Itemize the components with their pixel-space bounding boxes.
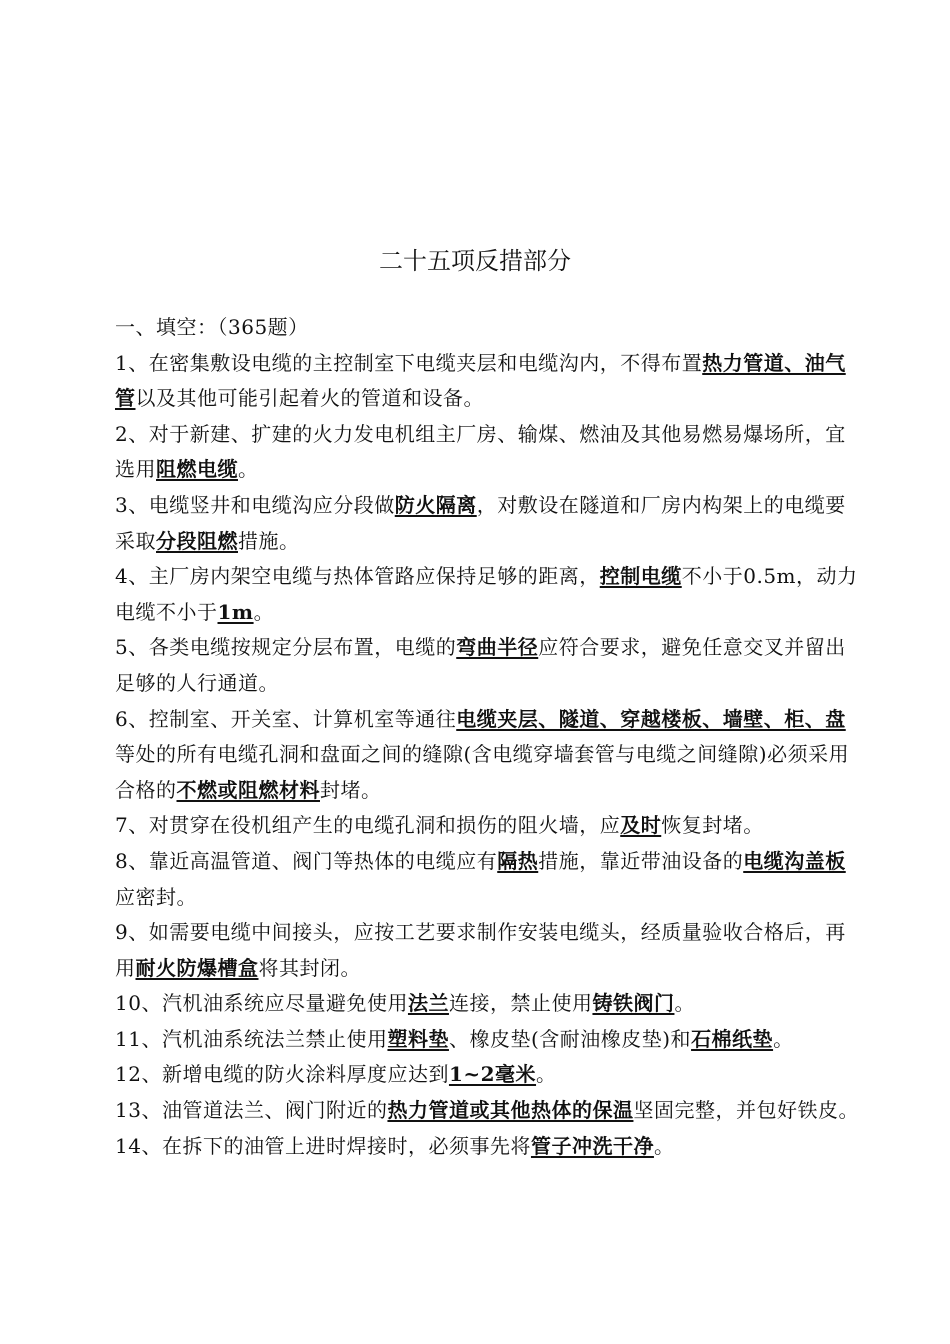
question-text: 应符合要求，避免任意交叉并留出足够的人行通道。 bbox=[115, 635, 846, 695]
question-text: 恢复封堵。 bbox=[661, 813, 764, 838]
question-text: 措施，靠近带油设备的 bbox=[538, 848, 744, 873]
answer-text: 石棉纸垫 bbox=[691, 1026, 774, 1051]
question-text: 11、汽机油系统法兰禁止使用 bbox=[115, 1026, 388, 1051]
answer-text: 热力管道、油气管 bbox=[115, 350, 846, 411]
question-item bbox=[115, 844, 860, 915]
answer-text: 防火隔离 bbox=[394, 492, 477, 517]
question-item bbox=[115, 488, 860, 559]
question-item bbox=[115, 1093, 860, 1129]
question-item bbox=[115, 915, 860, 986]
question-text: 。 bbox=[674, 991, 695, 1016]
answer-text: 电缆沟盖板 bbox=[743, 848, 846, 873]
question-text: 将其封闭。 bbox=[258, 955, 361, 980]
question-item bbox=[115, 346, 860, 417]
question-text: 应密封。 bbox=[115, 884, 197, 909]
question-text: 10、汽机油系统应尽量避免使用 bbox=[115, 991, 408, 1016]
question-text: 12、新增电缆的防火涂料厚度应达到 bbox=[115, 1062, 449, 1087]
answer-text: 1m bbox=[217, 599, 254, 624]
question-item bbox=[115, 559, 860, 630]
answer-text: 分段阻燃 bbox=[156, 528, 238, 553]
question-text: 3、电缆竖井和电缆沟应分段做 bbox=[115, 492, 395, 517]
question-text: 1、在密集敷设电缆的主控制室下电缆夹层和电缆沟内，不得布置 bbox=[115, 350, 703, 375]
question-item bbox=[115, 1129, 860, 1165]
question-text: 坚固完整，并包好铁皮。 bbox=[633, 1098, 859, 1123]
question-text: 以及其他可能引起着火的管道和设备。 bbox=[135, 386, 484, 411]
answer-text: 热力管道或其他热体的保温 bbox=[387, 1098, 634, 1123]
answer-text: 不燃或阻燃材料 bbox=[176, 777, 320, 802]
question-text: 连接，禁止使用 bbox=[448, 991, 593, 1016]
answer-text: 塑料垫 bbox=[387, 1026, 449, 1051]
answer-text: 耐火防爆槽盒 bbox=[135, 955, 259, 980]
section-header: 一、填空：（365题） bbox=[115, 315, 309, 339]
question-text: 6、控制室、开关室、计算机室等通往 bbox=[115, 706, 457, 731]
answer-text: 隔热 bbox=[497, 848, 539, 873]
question-text: 等处的所有电缆孔洞和盘面之间的缝隙(含电缆穿墙套管与电缆之间缝隙)必须采用合格的 bbox=[115, 742, 850, 802]
question-text: 。 bbox=[536, 1062, 557, 1087]
answer-text: 弯曲半径 bbox=[456, 635, 539, 660]
question-text: 。 bbox=[238, 457, 259, 482]
question-item bbox=[115, 1022, 860, 1058]
question-item bbox=[115, 630, 860, 701]
question-text: 5、各类电缆按规定分层布置，电缆的 bbox=[115, 635, 457, 660]
document-body bbox=[115, 310, 860, 1164]
question-text: 。 bbox=[773, 1026, 794, 1051]
page-title: 二十五项反措部分 bbox=[379, 247, 571, 275]
answer-text: 阻燃电缆 bbox=[156, 457, 238, 482]
question-text: 2、对于新建、扩建的火力发电机组主厂房、输煤、燃油及其他易燃易爆场所，宜选用 bbox=[115, 421, 846, 482]
question-text: 。 bbox=[253, 599, 275, 624]
question-item bbox=[115, 808, 860, 844]
answer-text: 管子冲洗干净 bbox=[530, 1133, 654, 1158]
question-text: 封堵。 bbox=[320, 777, 382, 802]
question-item bbox=[115, 1057, 860, 1093]
answer-text: 铸铁阀门 bbox=[592, 991, 675, 1016]
answer-text: 电缆夹层、隧道、穿越楼板、墙壁、柜、盘 bbox=[456, 706, 846, 731]
question-text: ，对敷设在隧道和厂房内构架上的电缆要采取 bbox=[115, 492, 846, 553]
question-text: 13、油管道法兰、阀门附近的 bbox=[115, 1098, 388, 1123]
question-text: 7、对贯穿在役机组产生的电缆孔洞和损伤的阻火墙，应 bbox=[115, 813, 621, 838]
question-item bbox=[115, 986, 860, 1022]
question-text: 14、在拆下的油管上进时焊接时，必须事先将 bbox=[115, 1133, 531, 1158]
answer-text: 及时 bbox=[620, 813, 662, 838]
question-text: 4、主厂房内架空电缆与热体管路应保持足够的距离， bbox=[115, 564, 600, 589]
question-item bbox=[115, 417, 860, 488]
question-text: 不小于0.5m，动力电缆不小于 bbox=[115, 564, 858, 624]
answer-text: 法兰 bbox=[407, 991, 449, 1016]
answer-text: 控制电缆 bbox=[599, 564, 682, 589]
question-text: 9、如需要电缆中间接头，应按工艺要求制作安装电缆头，经质量验收合格后，再用 bbox=[115, 920, 846, 980]
question-item bbox=[115, 702, 860, 809]
question-text: 措施。 bbox=[238, 528, 300, 553]
answer-text: 1~2毫米 bbox=[448, 1062, 537, 1087]
question-text: 。 bbox=[653, 1133, 675, 1158]
question-text: 、橡皮垫(含耐油橡皮垫)和 bbox=[448, 1026, 692, 1051]
question-text: 8、靠近高温管道、阀门等热体的电缆应有 bbox=[115, 848, 498, 873]
